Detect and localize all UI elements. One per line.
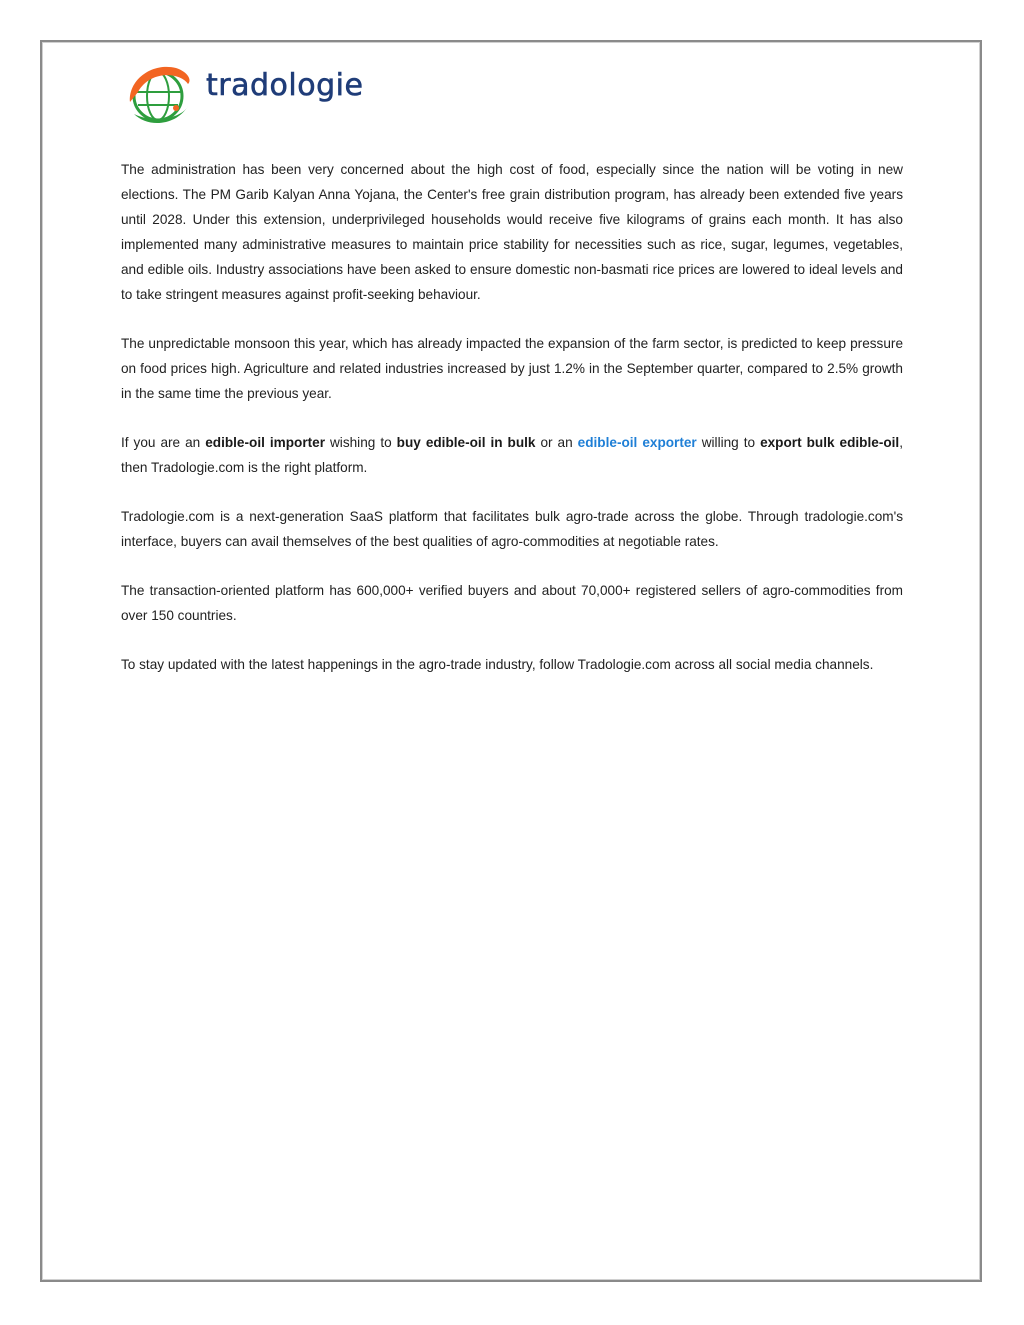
bold-export-bulk-edible-oil: export bulk edible-oil: [760, 435, 900, 450]
paragraph-monsoon: The unpredictable monsoon this year, which has already impacted the expansion of the farm sector, is predicted to keep pressure on food prices high. Agriculture and related industries increased by just 1.2% in the September quarter, compared to 2.5% growth in the same time the previous year.: [121, 336, 903, 401]
paragraph-edible-oil: [121, 430, 903, 480]
bold-edible-oil-importer: edible-oil importer: [205, 435, 325, 450]
text-run: or an: [535, 435, 578, 450]
text-run: , then Tradologie.com is the right platform.: [121, 435, 903, 475]
paragraph-stats: The transaction-oriented platform has 600,000+ verified buyers and about 70,000+ registered sellers of agro-commodities from over 150 countries.: [121, 583, 903, 623]
bold-buy-edible-oil-in-bulk: buy edible-oil in bulk: [396, 435, 536, 450]
tradologie-logo: [126, 62, 386, 128]
logo-wordmark: tradologie: [206, 68, 364, 103]
text-run: wishing to: [325, 435, 397, 450]
globe-swoosh-icon: [126, 62, 196, 128]
paragraph-food-cost: The administration has been very concerned about the high cost of food, especially since the nation will be voting in new elections. The PM Garib Kalyan Anna Yojana, the Center's free grain distribution program, has already been extended five years until 2028. Under this extension, underprivileged households would receive five kilograms of grains each month. It has also implemented many administrative measures to maintain price stability for necessities such as rice, sugar, legumes, vegetables, and edible oils. Industry associations have been asked to ensure domestic non-basmati rice prices are lowered to ideal levels and to take stringent measures against profit-seeking behaviour.: [121, 162, 903, 302]
text-run: If you are an: [121, 435, 206, 450]
paragraph-platform: Tradologie.com is a next-generation SaaS platform that facilitates bulk agro-trade across the globe. Through tradologie.com's interface, buyers can avail themselves of the best qualities of agro-commodities at negotiable rates.: [121, 509, 903, 549]
document-body: [121, 157, 903, 701]
edible-oil-exporter-link[interactable]: edible-oil exporter: [577, 435, 697, 450]
paragraph-social: To stay updated with the latest happenings in the agro-trade industry, follow Tradologie.com across all social media channels.: [121, 657, 874, 672]
text-run: willing to: [696, 435, 761, 450]
